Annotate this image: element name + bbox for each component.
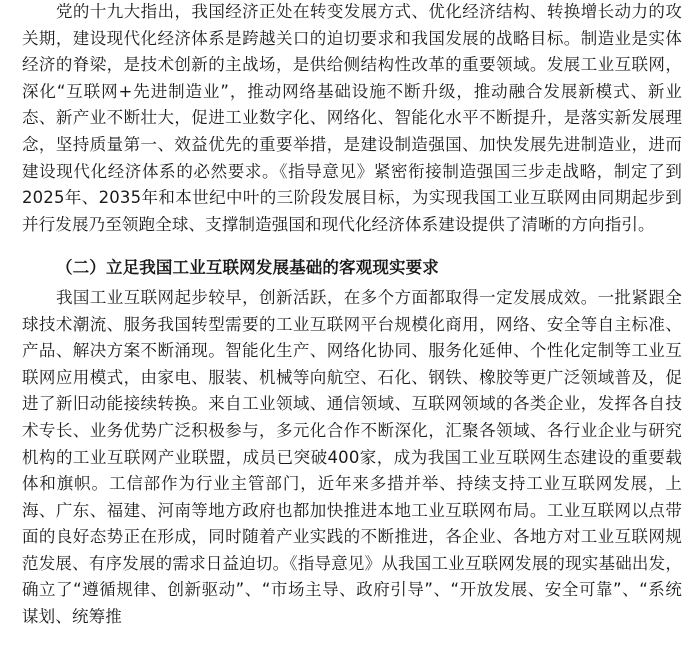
body-paragraph: 党的十九大指出，我国经济正处在转变发展方式、优化经济结构、转换增长动力的攻关期，建设现代化经济体系是跨越关口的迫切要求和我国发展的战略目标。制造业是实体经济的脊梁，是技术创新的主战场，是供给侧结构性改革的重要领域。发展工业互联网，深化“互联网+先进制造业”，推动网络基础设施不断升级，推动融合发展新模式、新业态、新产业不断壮大，促进工业数字化、网络化、智能化水平不断提升，是落实新发展理念，坚持质量第一、效益优先的重要举措，是建设制造强国、加快发展先进制造业，进而建设现代化经济体系的必然要求。《指导意见》紧密衔接制造强国三步走战略，制定了到2025年、2035年和本世纪中叶的三阶段发展目标，为实现我国工业互联网由同期起步到并行发展乃至领跑全球、支撑制造强国和现代化经济体系建设提供了清晰的方向指引。 — [22, 2, 682, 234]
document-page — [22, 0, 682, 631]
section-heading: （二）立足我国工业互联网发展基础的客观现实要求 — [56, 258, 439, 278]
body-paragraph: 我国工业互联网起步较早，创新活跃，在多个方面都取得一定发展成效。一批紧跟全球技术潮流、服务我国转型需要的工业互联网平台规模化商用，网络、安全等自主标准、产品、解决方案不断涌现。智能化生产、网络化协同、服务化延伸、个性化定制等工业互联网应用模式，由家电、服装、机械等向航空、石化、钢铁、橡胶等更广泛领域普及，促进了新旧动能接续转换。来自工业领域、通信领域、互联网领域的各类企业，发挥各自技术专长、业务优势广泛积极参与，多元化合作不断深化，汇聚各领域、各行业企业与研究机构的工业互联网产业联盟，成员已突破400家，成为我国工业互联网生态建设的重要载体和旗帜。工信部作为行业主管部门，近年来多措并举、持续支持工业互联网发展，上海、广东、福建、河南等地方政府也都加快推进本地工业互联网布局。工业互联网以点带面的良好态势正在形成，同时随着产业实践的不断推进，各企业、各地方对工业互联网规范发展、有序发展的需求日益迫切。《指导意见》从我国工业互联网发展的现实基础出发，确立了“遵循规律、创新驱动”、“市场主导、政府引导”、“开放发展、安全可靠”、“系统谋划、统筹推 — [22, 287, 682, 627]
